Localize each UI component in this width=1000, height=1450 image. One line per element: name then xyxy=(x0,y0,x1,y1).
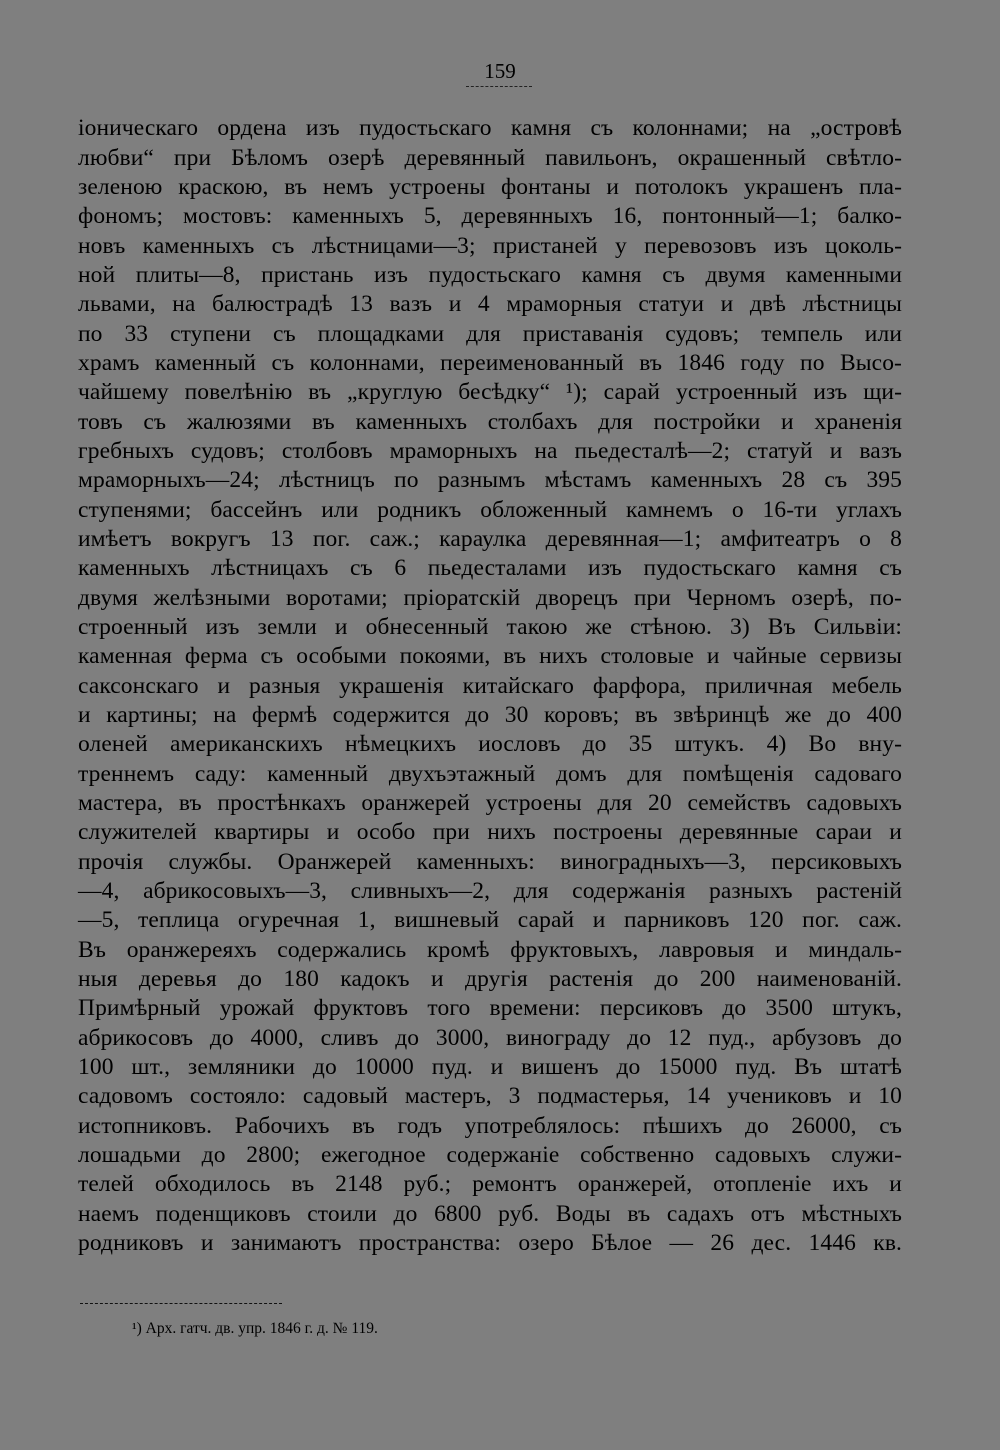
text-line: 100 шт., земляники до 10000 пуд. и вишенъ до 15000 пуд. Въ штатѣ xyxy=(78,1054,902,1080)
text-line: Въ оранжереяхъ содержались кромѣ фруктовыхъ, лавровыя и миндаль- xyxy=(78,937,902,963)
text-line: ступенями; бассейнъ или родникъ обложенный камнемъ о 16-ти углахъ xyxy=(78,497,902,523)
text-line: двумя желѣзными воротами; пріоратскій дворецъ при Черномъ озерѣ, по- xyxy=(78,585,902,611)
footnote-separator xyxy=(80,1303,282,1304)
text-line: —4, абрикосовыхъ—3, сливныхъ—2, для содержанія разныхъ растеній xyxy=(78,878,902,904)
footnote: ¹) Арх. гатч. дв. упр. 1846 г. д. № 119. xyxy=(132,1320,378,1337)
text-line: лошадьми до 2800; ежегодное содержаніе собственно садовыхъ служи- xyxy=(78,1142,902,1168)
text-line: фономъ; мостовъ: каменныхъ 5, деревянныхъ 16, понтонный—1; балко- xyxy=(78,203,902,229)
text-line: телей обходилось въ 2148 руб.; ремонтъ оранжерей, отопленіе ихъ и xyxy=(78,1171,902,1197)
text-line: храмъ каменный съ колоннами, переименованный въ 1846 году по Высо- xyxy=(78,350,902,376)
text-line: мастера, въ простѣнкахъ оранжерей устроены для 20 семействъ садовыхъ xyxy=(78,790,902,816)
text-line: саксонскаго и разныя украшенія китайскаго фарфора, приличная мебель xyxy=(78,673,902,699)
text-line: чайшему повелѣнію въ „круглую бесѣдку“ ¹); сарай устроенный изъ щи- xyxy=(78,379,902,405)
text-line: садовомъ состояло: садовый мастеръ, 3 подмастерья, 14 учениковъ и 10 xyxy=(78,1083,902,1109)
text-line: новъ каменныхъ съ лѣстницами—3; пристаней у перевозовъ изъ цоколь- xyxy=(78,233,902,259)
text-line: ной плиты—8, пристань изъ пудостьскаго камня съ двумя каменными xyxy=(78,262,902,288)
text-line: зеленою краскою, въ немъ устроены фонтаны и потолокъ украшенъ пла- xyxy=(78,174,902,200)
text-line: —5, теплица огуречная 1, вишневый сарай и парниковъ 120 пог. саж. xyxy=(78,907,902,933)
text-line: строенный изъ земли и обнесенный такою же стѣною. 3) Въ Сильвіи: xyxy=(78,614,902,640)
text-line: мраморныхъ—24; лѣстницъ по разнымъ мѣстамъ каменныхъ 28 съ 395 xyxy=(78,467,902,493)
text-line: оленей американскихъ нѣмецкихъ иословъ до 35 штукъ. 4) Во вну- xyxy=(78,731,902,757)
text-line: треннемъ саду: каменный двухъэтажный домъ для помѣщенія садоваго xyxy=(78,761,902,787)
text-line: наемъ поденщиковъ стоили до 6800 руб. Воды въ садахъ отъ мѣстныхъ xyxy=(78,1201,902,1227)
text-line: прочія службы. Оранжерей каменныхъ: виноградныхъ—3, персиковыхъ xyxy=(78,849,902,875)
text-line: каменная ферма съ особыми покоями, въ нихъ столовые и чайные сервизы xyxy=(78,643,902,669)
text-line: родниковъ и занимаютъ пространства: озеро Бѣлое — 26 дес. 1446 кв. xyxy=(78,1230,902,1256)
text-line: любви“ при Бѣломъ озерѣ деревянный павильонъ, окрашенный свѣтло- xyxy=(78,145,902,171)
text-line: товъ съ жалюзями въ каменныхъ столбахъ для постройки и храненія xyxy=(78,409,902,435)
text-line: львами, на балюстрадѣ 13 вазъ и 4 мраморныя статуи и двѣ лѣстницы xyxy=(78,291,902,317)
text-line: служителей квартиры и особо при нихъ построены деревянные сараи и xyxy=(78,819,902,845)
text-line: Примѣрный урожай фруктовъ того времени: персиковъ до 3500 штукъ, xyxy=(78,995,902,1021)
text-line: іоническаго ордена изъ пудостьскаго камня съ колоннами; на „островѣ xyxy=(78,115,902,141)
text-line: ныя деревья до 180 кадокъ и другія растенія до 200 наименованій. xyxy=(78,966,902,992)
page-number: 159 xyxy=(484,59,516,83)
text-line: каменныхъ лѣстницахъ съ 6 пьедесталами изъ пудостьскаго камня съ xyxy=(78,555,902,581)
text-line: истопниковъ. Рабочихъ въ годъ употреблялось: пѣшихъ до 26000, съ xyxy=(78,1113,902,1139)
text-line: и картины; на фермѣ содержится до 30 коровъ; въ звѣринцѣ же до 400 xyxy=(78,702,902,728)
text-line: по 33 ступени съ площадками для приставанія судовъ; темпель или xyxy=(78,321,902,347)
text-line: имѣетъ вокругъ 13 пог. саж.; караулка деревянная—1; амфитеатръ о 8 xyxy=(78,526,902,552)
text-line: абрикосовъ до 4000, сливъ до 3000, винограду до 12 пуд., арбузовъ до xyxy=(78,1025,902,1051)
text-line: гребныхъ судовъ; столбовъ мраморныхъ на пьедесталѣ—2; статуй и вазъ xyxy=(78,438,902,464)
